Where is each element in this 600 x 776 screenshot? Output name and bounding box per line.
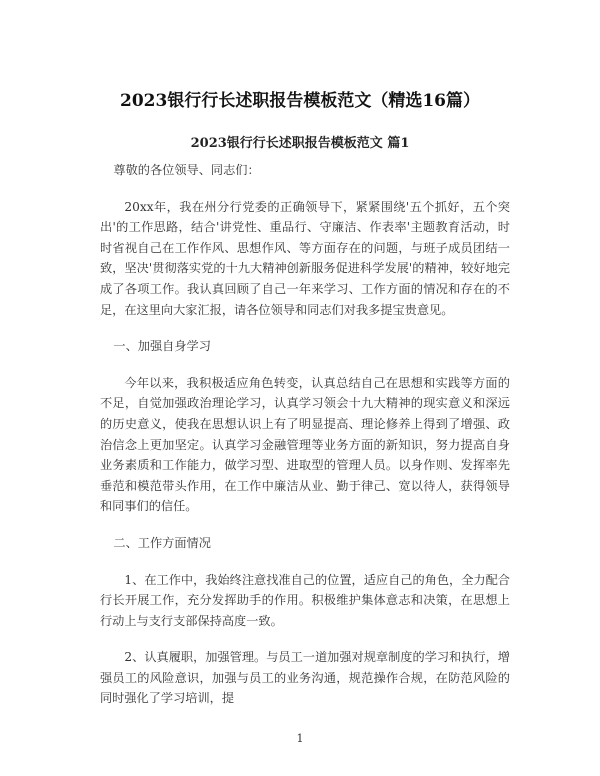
heading-work: 二、工作方面情况 [113, 535, 211, 550]
paragraph-study: 今年以来，我积极适应角色转变，认真总结自己在思想和实践等方面的不足，自觉加强政治理论学习，认真学习领会十九大精神的现实意义和深远的历史意义，使我在思想认识上有了明显提高、理论修养上得到了增强、政治信念上更加坚定。认真学习金融管理等业务方面的新知识，努力提高自身业务素质和工作能力，做学习型、进取型的管理人员。以身作则、发挥率先垂范和模范带头作用，在工作中廉洁从业、勤于律己、宽以待人，获得领导和同事们的信任。 [100, 375, 510, 514]
section-title: 2023银行行长述职报告模板范文 篇1 [190, 136, 410, 151]
paragraph-work-2: 2、认真履职，加强管理。与员工一道加强对规章制度的学习和执行，增强员工的风险意识，加强与员工的业务沟通，规范操作合规，在防范风险的同时强化了学习培训，提 [100, 650, 510, 706]
heading-study: 一、加强自身学习 [113, 339, 211, 354]
document-body [100, 160, 510, 725]
document-title: 2023银行行长述职报告模板范文（精选16篇） [120, 91, 480, 111]
salutation: 尊敬的各位领导、同志们： [113, 163, 260, 177]
page-number: 1 [296, 732, 304, 745]
paragraph-intro: 20xx年，我在州分行党委的正确领导下，紧紧围绕'五个抓好，五个突出'的工作思路，结合'讲党性、重品行、守廉洁、作表率'主题教育活动，时时省视自己在工作作风、思想作风、等方面存在的问题，与班子成员团结一致，坚决'贯彻落实党的十九大精神创新服务促进科学发展'的精神，较好地完成了各项工作。我认真回顾了自己一年来学习、工作方面的情况和存在的不足，在这里向大家汇报，请各位领导和同志们对我多提宝贵意见。 [100, 199, 510, 317]
paragraph-work-1: 1、在工作中，我始终注意找准自己的位置，适应自己的角色，全力配合行长开展工作，充分发挥助手的作用。积极维护集体意志和决策，在思想上行动上与支行支部保持高度一致。 [100, 572, 510, 628]
